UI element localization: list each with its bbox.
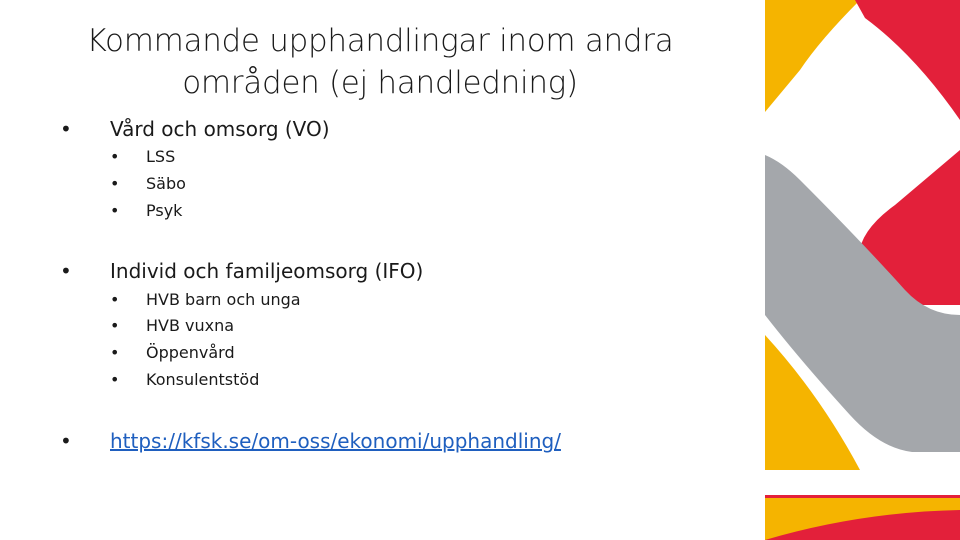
bullet-dot: •	[60, 117, 72, 141]
section-label-vo: Vård och omsorg (VO)	[110, 117, 330, 141]
title-line-2: områden (ej handledning)	[182, 65, 578, 101]
bullet-dot: •	[110, 290, 120, 309]
section-label-ifo: Individ och familjeomsorg (IFO)	[110, 259, 424, 283]
bullet-dot: •	[110, 147, 120, 166]
brand-decoration	[750, 0, 960, 540]
yellow-top-shape	[765, 0, 860, 112]
list-item-label: Psyk	[146, 201, 183, 220]
list-item-label: HVB vuxna	[146, 316, 235, 335]
bullet-dot: •	[110, 316, 120, 335]
red-top-shape	[855, 0, 960, 120]
upphandling-link[interactable]: https://kfsk.se/om-oss/ekonomi/upphandling/	[110, 429, 561, 453]
list-item-label: HVB barn och unga	[146, 290, 301, 309]
bullet-dot: •	[60, 429, 72, 453]
list-item-label: Öppenvård	[146, 343, 235, 362]
list-item-label: Konsulentstöd	[146, 370, 260, 389]
bullet-dot: •	[110, 370, 120, 389]
bullet-dot: •	[110, 343, 120, 362]
bullet-dot: •	[60, 259, 72, 283]
list-item-label: LSS	[146, 147, 176, 166]
title-line-1: Kommande upphandlingar inom andra	[86, 23, 674, 59]
bullet-dot: •	[110, 174, 120, 193]
bullet-dot: •	[110, 201, 120, 220]
list-item-label: Säbo	[146, 174, 186, 193]
